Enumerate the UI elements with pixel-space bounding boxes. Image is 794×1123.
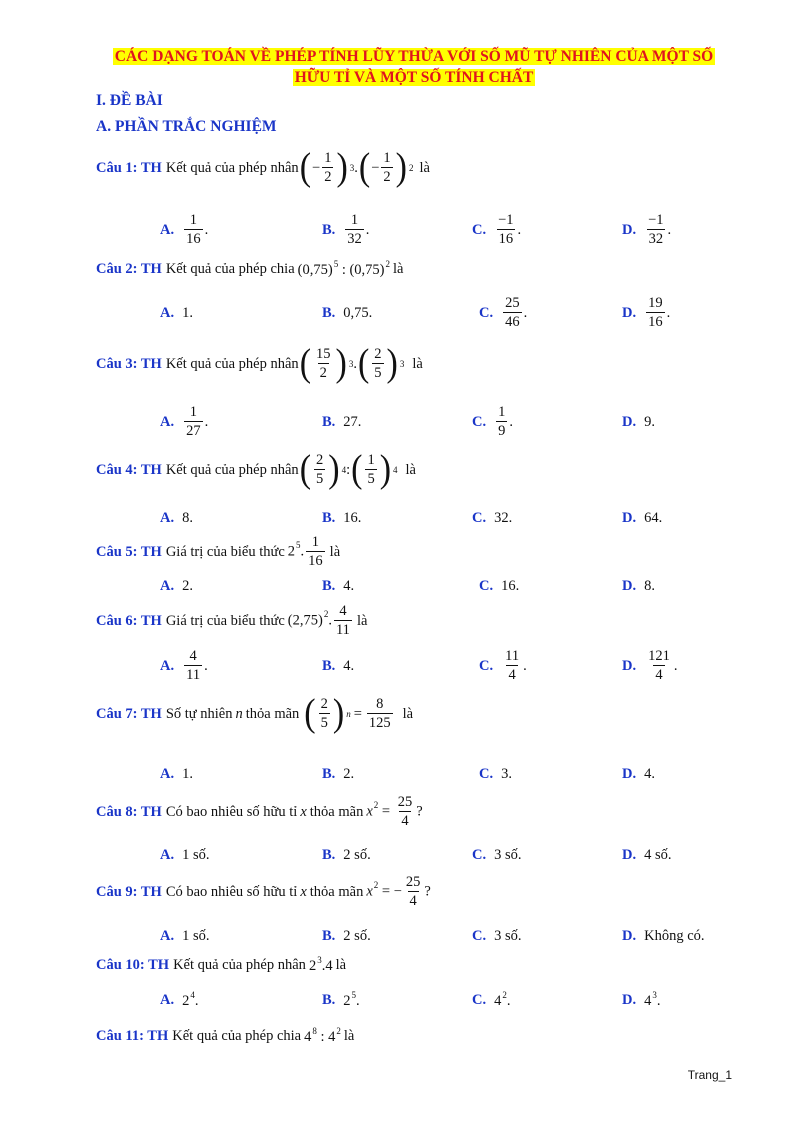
question-3: Câu 3: TH Kết quả của phép nhân ( $\frac{15}{2}$ ) 3 . ( $\frac{2}{5}$ ) 3 là [96,342,423,385]
question-5-option-c[interactable]: C. 16. [479,577,520,594]
question-8-option-d[interactable]: D. 4 số. [622,846,672,863]
question-8-option-c[interactable]: C. 3 số. [472,846,522,863]
question-2-option-d[interactable]: D. $\frac{19}{16}$ . [622,295,671,330]
question-9-option-c[interactable]: C. 3 số. [472,927,522,944]
question-5-option-d[interactable]: D. 8. [622,577,655,594]
question-3-option-d[interactable]: D. 9. [622,413,655,430]
question-4-option-d[interactable]: D. 64. [622,509,663,526]
question-3-option-a[interactable]: A. $\frac{1}{27}$ . [160,404,209,439]
question-9: Câu 9: TH Có bao nhiêu số hữu tỉ x thỏa mãn $x^2$ = − $\frac{25}{4}$ ? [96,874,431,909]
question-6-option-d[interactable]: D. $\frac{121}{4}$ . [622,648,678,683]
title-line-2: HỮU TỈ VÀ MỘT SỐ TÍNH CHẤT [294,69,534,86]
question-2: Câu 2: TH Kết quả của phép chia $(0,75)^5$ : $(0,75)^2$ là [96,259,404,278]
question-10-option-c[interactable]: C. $4^2$. [472,990,511,1009]
page-number: Trang_1 [687,1068,732,1082]
question-4: Câu 4: TH Kết quả của phép nhân ( $\frac{2}{5}$ ) 4 : ( $\frac{1}{5}$ ) 4 là [96,448,416,491]
question-9-option-d[interactable]: D. Không có. [622,927,705,944]
question-2-option-a[interactable]: A. 1. [160,304,193,321]
question-3-option-b[interactable]: B. 27. [322,413,362,430]
question-1-option-d[interactable]: D. $\frac{-1}{32}$ . [622,212,672,247]
question-5-option-b[interactable]: B. 4. [322,577,355,594]
question-11: Câu 11: TH Kết quả của phép chia $4^8$ : $4^2$ là [96,1026,355,1045]
expression: ( − $\frac{1}{2}$ ) 3 . ( − $\frac{1}{2}$ ) 2 [299,146,414,189]
question-10-option-a[interactable]: A. $2^4$. [160,990,199,1009]
question-7-option-b[interactable]: B. 2. [322,765,355,782]
question-7-option-d[interactable]: D. 4. [622,765,655,782]
question-1-option-b[interactable]: B. $\frac{1}{32}$ . [322,212,370,247]
question-10-option-d[interactable]: D. $4^3$. [622,990,661,1009]
question-8-option-b[interactable]: B. 2 số. [322,846,371,863]
question-5: Câu 5: TH Giá trị của biểu thức $2^5$. $\frac{1}{16}$ là [96,534,341,569]
question-4-option-b[interactable]: B. 16. [322,509,362,526]
question-6: Câu 6: TH Giá trị của biểu thức $(2,75)^2$. $\frac{4}{11}$ là [96,603,368,638]
question-8: Câu 8: TH Có bao nhiêu số hữu tỉ x thỏa mãn $x^2$ = $\frac{25}{4}$ ? [96,794,423,829]
section-heading-trac-nghiem: A. PHẦN TRẮC NGHIỆM [96,118,277,135]
title-line-1: CÁC DẠNG TOÁN VỀ PHÉP TÍNH LŨY THỪA VỚI SỐ MŨ TỰ NHIÊN CỦA MỘT SỐ [114,48,714,65]
question-2-option-c[interactable]: C. $\frac{25}{46}$ . [479,295,528,330]
document-title [96,46,732,88]
question-1: Câu 1: TH Kết quả của phép nhân ( − $\frac{1}{2}$ ) 3 . ( − $\frac{1}{2}$ ) 2 là [96,146,430,189]
question-1-option-a[interactable]: A. $\frac{1}{16}$ . [160,212,209,247]
question-8-option-a[interactable]: A. 1 số. [160,846,210,863]
question-9-option-b[interactable]: B. 2 số. [322,927,371,944]
question-5-option-a[interactable]: A. 2. [160,577,193,594]
question-6-option-a[interactable]: A. $\frac{4}{11}$ . [160,648,208,683]
section-heading-de-bai: I. ĐỀ BÀI [96,92,163,109]
question-4-option-c[interactable]: C. 32. [472,509,513,526]
question-7-option-c[interactable]: C. 3. [479,765,512,782]
question-10-option-b[interactable]: B. $2^5$. [322,990,360,1009]
question-9-option-a[interactable]: A. 1 số. [160,927,210,944]
question-10: Câu 10: TH Kết quả của phép nhân $2^3.4$ là [96,955,347,974]
question-1-option-c[interactable]: C. $\frac{-1}{16}$ . [472,212,522,247]
question-3-option-c[interactable]: C. $\frac{1}{9}$ . [472,404,513,439]
question-7: Câu 7: TH Số tự nhiên n thỏa mãn ( $\frac{2}{5}$ ) n = $\frac{8}{125}$ là [96,692,414,735]
question-4-option-a[interactable]: A. 8. [160,509,193,526]
question-6-option-b[interactable]: B. 4. [322,657,355,674]
question-7-option-a[interactable]: A. 1. [160,765,193,782]
question-6-option-c[interactable]: C. $\frac{11}{4}$ . [479,648,527,683]
question-2-option-b[interactable]: B. 0,75. [322,304,373,321]
